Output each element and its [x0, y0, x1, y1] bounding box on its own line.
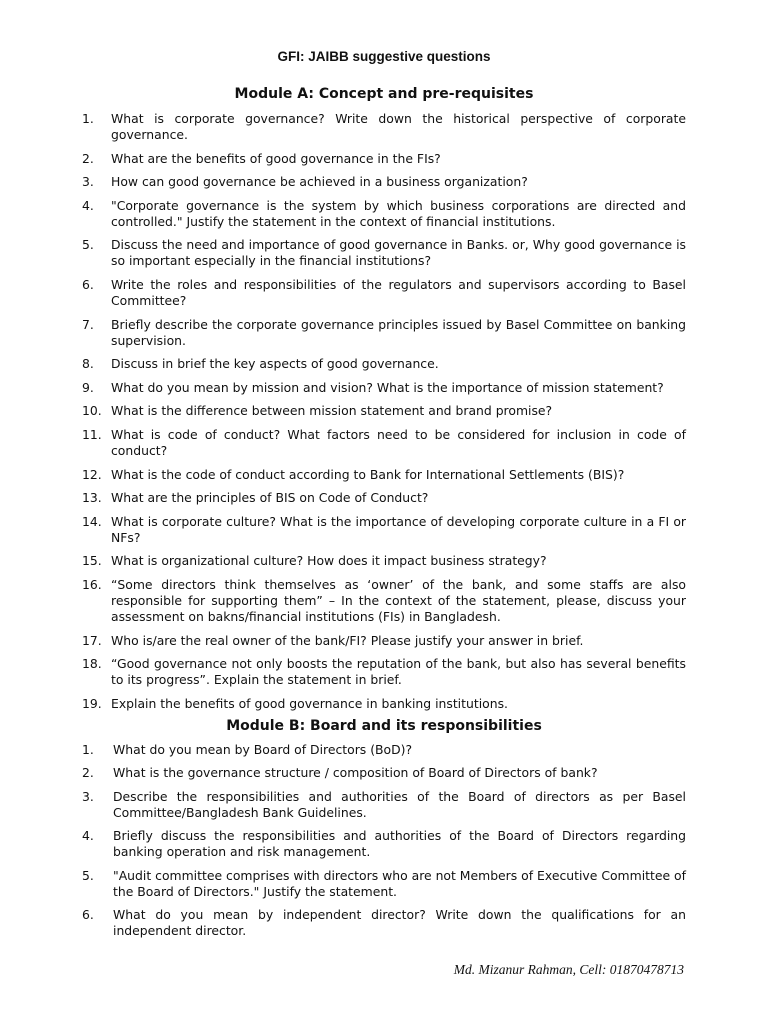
question-text: “Some directors think themselves as ‘owner’ of the bank, and some staffs are also responsible for supporting them” – In the context of the statement, please, discuss your assessment on bakns/financial institutions (FIs) in Bangladesh. [111, 576, 686, 624]
question-number: 11. [82, 426, 102, 442]
question-item [82, 317, 686, 349]
question-number: 9. [82, 379, 94, 395]
question-text: Who is/are the real owner of the bank/FI? Please justify your answer in brief. [111, 632, 584, 648]
question-item [82, 514, 686, 546]
question-number: 1. [82, 111, 94, 126]
question-item [82, 380, 686, 396]
question-item [82, 742, 686, 758]
question-number: 14. [82, 513, 102, 529]
module-b-heading: Module B: Board and its responsibilities [226, 718, 542, 734]
question-text: Briefly describe the corporate governance principles issued by Basel Committee on banking supervision. [111, 316, 686, 348]
question-item [82, 151, 686, 167]
question-text: What are the principles of BIS on Code of Conduct? [111, 490, 429, 506]
question-number: 12. [82, 466, 102, 482]
question-text: Describe the responsibilities and authorities of the Board of directors as per Basel Committee/Bangladesh Bank Guidelines. [113, 788, 686, 820]
document-title: GFI: JAIBB suggestive questions [277, 49, 491, 64]
question-number: 13. [82, 490, 102, 506]
question-text: Briefly discuss the responsibilities and authorities of the Board of Directors regarding banking operation and risk management. [113, 828, 686, 860]
question-text: What is code of conduct? What factors need to be considered for inclusion in code of conduct? [111, 426, 686, 458]
question-text: Write the roles and responsibilities of the regulators and supervisors according to Basel Committee? [111, 276, 686, 308]
question-text: "Audit committee comprises with directors who are not Members of Executive Committee of the Board of Directors." Justify the statement. [113, 867, 686, 899]
question-text: What do you mean by Board of Directors (BoD)? [113, 742, 413, 757]
question-number: 6. [82, 276, 94, 292]
question-item [82, 490, 686, 506]
question-number: 3. [82, 788, 94, 804]
question-item [82, 696, 686, 712]
question-number: 7. [82, 316, 94, 332]
question-item [82, 577, 686, 625]
question-text: What do you mean by independent director? Write down the qualifications for an independent director. [113, 906, 686, 938]
question-item [82, 277, 686, 309]
question-item [82, 789, 686, 821]
question-item [82, 633, 686, 649]
question-text: What is the difference between mission statement and brand promise? [111, 403, 553, 419]
question-number: 8. [82, 356, 94, 372]
question-item [82, 907, 686, 939]
question-text: Discuss the need and importance of good governance in Banks. or, Why good governance is so important especially in the financial institutions? [111, 237, 686, 269]
question-text: "Corporate governance is the system by which business corporations are directed and controlled." Justify the statement in the context of financial institutions. [111, 197, 686, 229]
question-text: What is corporate culture? What is the importance of developing corporate culture in a FI or NFs? [111, 513, 686, 545]
author-footer: Md. Mizanur Rahman, Cell: 01870478713 [453, 962, 684, 977]
question-text: What is the code of conduct according to Bank for International Settlements (BIS)? [111, 466, 625, 482]
question-number: 1. [82, 742, 94, 757]
module-a-heading: Module A: Concept and pre-requisites [234, 86, 534, 102]
question-item [82, 828, 686, 860]
question-item [82, 111, 686, 143]
question-item [82, 868, 686, 900]
question-number: 16. [82, 576, 102, 592]
question-item [82, 656, 686, 688]
question-number: 10. [82, 403, 102, 419]
question-text: How can good governance be achieved in a business organization? [111, 174, 528, 190]
question-text: What is the governance structure / composition of Board of Directors of bank? [113, 765, 598, 781]
question-item [82, 198, 686, 230]
question-item [82, 403, 686, 419]
question-number: 3. [82, 174, 94, 190]
question-number: 2. [82, 150, 94, 166]
question-number: 17. [82, 632, 102, 648]
question-number: 6. [82, 906, 94, 922]
question-number: 15. [82, 553, 102, 569]
question-item [82, 237, 686, 269]
question-number: 2. [82, 765, 94, 781]
question-text: What is organizational culture? How does it impact business strategy? [111, 553, 547, 569]
question-item [82, 356, 686, 372]
question-number: 5. [82, 237, 94, 253]
question-number: 18. [82, 656, 102, 672]
question-text: Explain the benefits of good governance in banking institutions. [111, 695, 508, 711]
question-text: What are the benefits of good governance in the FIs? [111, 150, 441, 166]
question-number: 19. [82, 695, 102, 711]
question-text: What do you mean by mission and vision? What is the importance of mission statement? [111, 379, 664, 395]
question-text: “Good governance not only boosts the reputation of the bank, but also has several benefits to its progress”. Explain the statement in brief. [111, 656, 686, 688]
question-item [82, 467, 686, 483]
question-item [82, 553, 686, 569]
question-text: Discuss in brief the key aspects of good governance. [111, 356, 439, 372]
question-item [82, 174, 686, 190]
question-number: 4. [82, 828, 94, 844]
question-text: What is corporate governance? Write down the historical perspective of corporate governance. [111, 111, 686, 142]
module-b-question-list [82, 742, 686, 946]
question-number: 4. [82, 197, 94, 213]
module-a-question-list [82, 111, 686, 719]
question-number: 5. [82, 867, 94, 883]
question-item [82, 427, 686, 459]
question-item [82, 765, 686, 781]
